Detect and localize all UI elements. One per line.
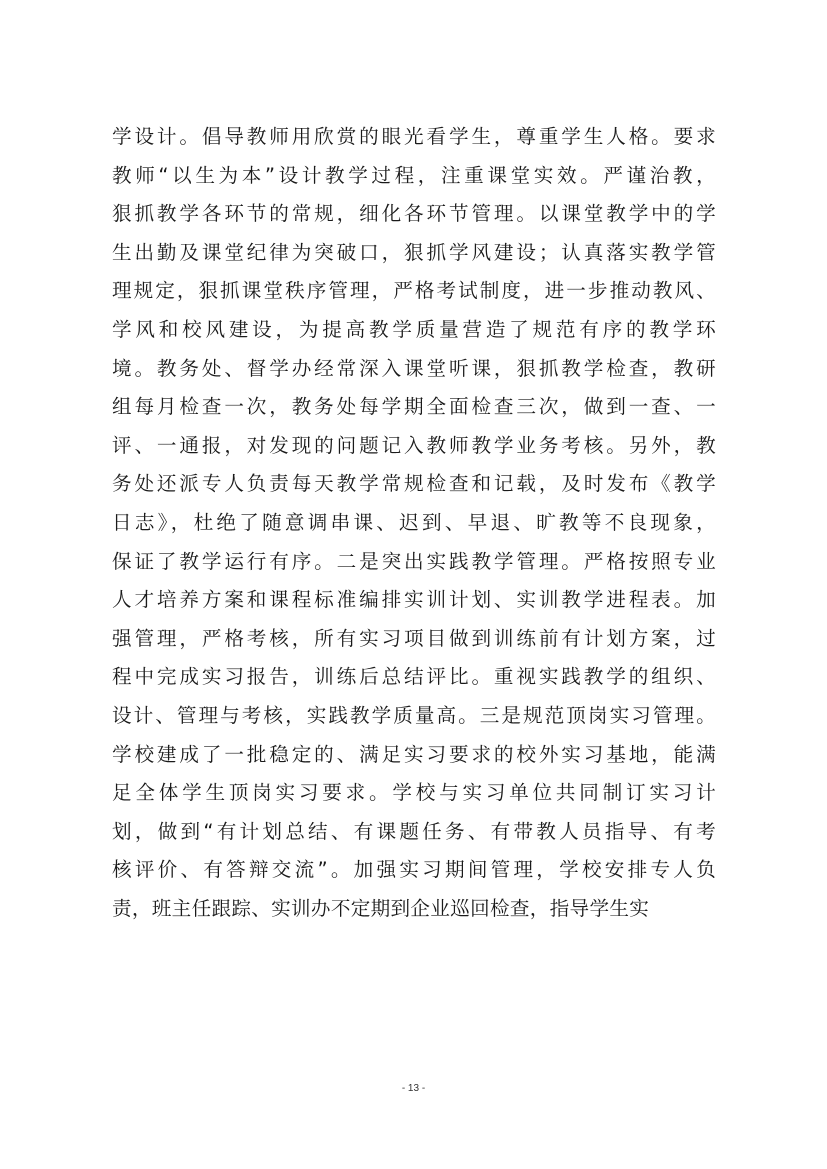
text-line: 理规定，狠抓课堂秩序管理，严格考试制度，进一步推动教风、 [112, 279, 716, 303]
text-line: 学设计。倡导教师用欣赏的眼光看学生，尊重学生人格。要求 [112, 125, 716, 148]
text-line: 足全体学生顶岗实习要求。学校与实习单位共同制订实习计 [112, 781, 716, 805]
text-line: 狠抓教学各环节的常规，细化各环节管理。以课堂教学中的学 [112, 202, 716, 226]
text-line: 程中完成实习报告，训练后总结评比。重视实践教学的组织、 [112, 665, 716, 689]
text-line: 强管理，严格考核，所有实习项目做到训练前有计划方案，过 [112, 626, 716, 650]
text-line: 划，做到“有计划总结、有课题任务、有带教人员指导、有考 [112, 819, 716, 843]
text-line: 核评价、有答辩交流”。加强实习期间管理，学校安排专人负 [112, 858, 716, 882]
text-line: 人才培养方案和课程标准编排实训计划、实训教学进程表。加 [112, 588, 716, 612]
body-text [112, 118, 716, 928]
text-line: 学风和校风建设，为提高教学质量营造了规范有序的教学环 [112, 317, 716, 341]
text-line: 组每月检查一次，教务处每学期全面检查三次，做到一查、一 [112, 395, 716, 419]
text-line: 保证了教学运行有序。二是突出实践教学管理。严格按照专业 [112, 549, 716, 573]
text-line: 设计、管理与考核，实践教学质量高。三是规范顶岗实习管理。 [112, 703, 716, 727]
text-line: 教师“以生为本”设计教学过程，注重课堂实效。严谨治教， [112, 163, 716, 187]
text-line: 日志》，杜绝了随意调串课、迟到、早退、旷教等不良现象， [112, 510, 716, 534]
page-number: - 13 - [401, 1083, 426, 1094]
text-line: 务处还派专人负责每天教学常规检查和记载，及时发布《教学 [112, 472, 716, 496]
text-line: 生出勤及课堂纪律为突破口，狠抓学风建设；认真落实教学管 [112, 240, 716, 264]
text-line: 评、一通报，对发现的问题记入教师教学业务考核。另外，教 [112, 433, 716, 457]
text-line: 责，班主任跟踪、实训办不定期到企业巡回检查，指导学生实 [112, 896, 650, 920]
text-line: 学校建成了一批稳定的、满足实习要求的校外实习基地，能满 [112, 742, 716, 766]
text-line: 境。教务处、督学办经常深入课堂听课，狠抓教学检查，教研 [112, 356, 716, 380]
